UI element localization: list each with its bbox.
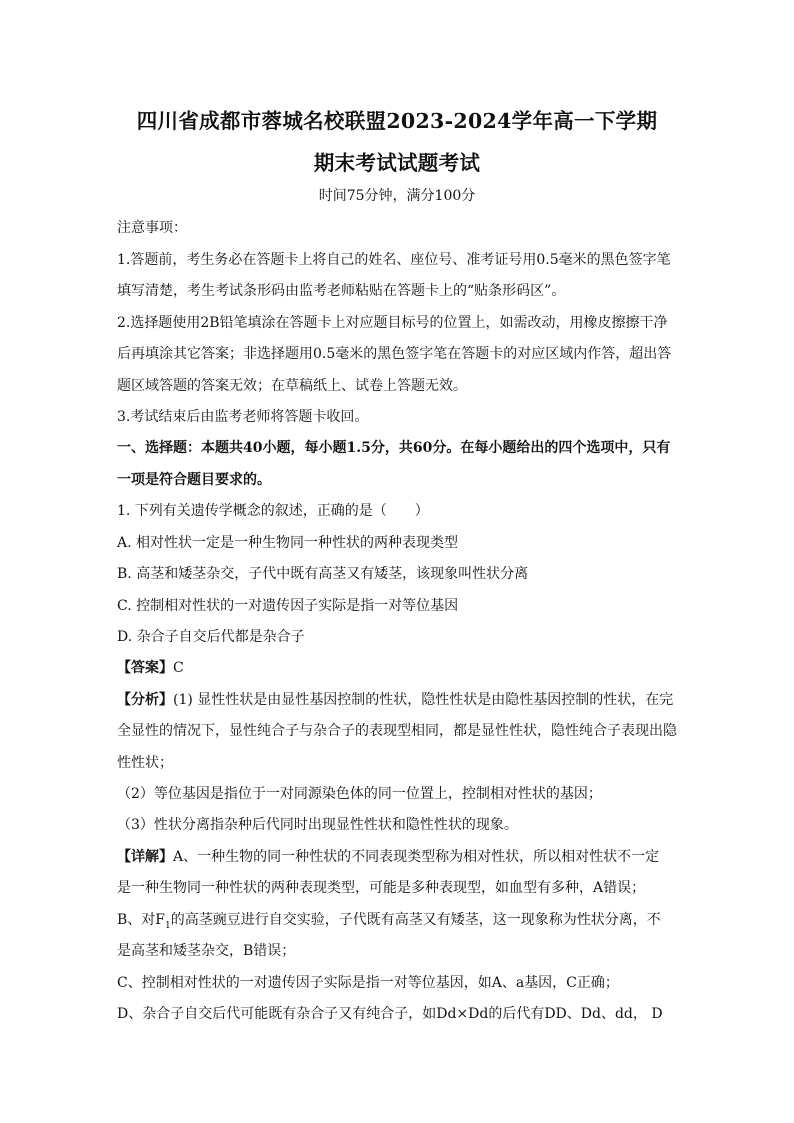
exam-time-info: 时间75分钟，满分100分 [318, 188, 476, 204]
analysis-line-1 [117, 690, 673, 710]
detail-line-1 [117, 847, 659, 867]
analysis-point-2: （2）等位基因是指位于一对同源染色体的同一位置上，控制相对性状的基因； [117, 786, 602, 802]
answer-label: 【答案】 [117, 660, 173, 676]
analysis-label: 【分析】 [117, 692, 173, 708]
detail-line-6: D、杂合子自交后代可能既有杂合子又有纯合子，如Dd×Dd的后代有DD、Dd、dd， D [117, 1006, 663, 1022]
question-1-option-c: C. 控制相对性状的一对遗传因子实际是指一对等位基因 [117, 598, 459, 614]
detail-text-a1: A、一种生物的同一种性状的不同表现类型称为相对性状，所以相对性状不一定 [173, 849, 660, 865]
detail-line-5: C、控制相对性状的一对遗传因子实际是指一对等位基因，如A、a基因，C正确； [117, 975, 619, 991]
detail-line-4: 是高茎和矮茎杂交，B错误； [117, 943, 296, 959]
detail-b-subscript: 1 [165, 920, 171, 931]
notice-1-line-1: 1.答题前，考生务必在答题卡上将自己的姓名、座位号、准考证号用0.5毫米的黑色签字笔 [117, 252, 671, 268]
detail-b-text: 的高茎豌豆进行自交实验，子代既有高茎又有矮茎，这一现象称为性状分离，不 [170, 912, 661, 928]
page-title: 四川省成都市蓉城名校联盟2023-2024学年高一下学期 [136, 109, 658, 133]
question-1-option-d: D. 杂合子自交后代都是杂合子 [117, 629, 305, 645]
detail-line-3 [117, 910, 661, 936]
answer-value: C [173, 660, 184, 676]
question-1-option-b: B. 高茎和矮茎杂交，子代中既有高茎又有矮茎，该现象叫性状分离 [117, 566, 529, 582]
section-heading-line-2: 一项是符合题目要求的。 [117, 472, 271, 488]
question-1-option-a: A. 相对性状一定是一种生物同一种性状的两种表现类型 [117, 535, 459, 551]
notice-3: 3.考试结束后由监考老师将答题卡收回。 [117, 409, 369, 425]
notice-1-line-2: 填写清楚，考生考试条形码由监考老师粘贴在答题卡上的“贴条形码区”。 [117, 283, 566, 299]
detail-b-prefix: B、对F [117, 912, 166, 928]
analysis-text-1: (1) 显性性状是由显性基因控制的性状，隐性性状是由隐性基因控制的性状，在完 [173, 692, 674, 708]
page-subtitle: 期末考试试题考试 [313, 151, 481, 175]
notice-2-line-1: 2.选择题使用2B铅笔填涂在答题卡上对应题目标号的位置上，如需改动，用橡皮擦擦干净 [117, 315, 668, 331]
question-1-stem: 1. 下列有关遗传学概念的叙述，正确的是（ ） [117, 503, 429, 519]
analysis-line-2: 全显性的情况下，显性纯合子与杂合子的表现型相同，都是显性性状，隐性纯合子表现出隐 [117, 723, 677, 739]
notice-2-line-2: 后再填涂其它答案；非选择题用0.5毫米的黑色签字笔在答题卡的对应区域内作答，超出答 [117, 346, 672, 362]
detail-label: 【详解】 [117, 849, 173, 865]
analysis-line-3: 性性状； [117, 755, 173, 771]
analysis-point-3: （3）性状分离指杂种后代同时出现显性性状和隐性性状的现象。 [117, 817, 518, 833]
notice-heading: 注意事项： [117, 220, 187, 236]
detail-line-2: 是一种生物同一种性状的两种表现类型，可能是多种表现型，如血型有多种，A错误； [117, 880, 646, 896]
section-heading-line-1: 一、选择题：本题共40小题，每小题1.5分，共60分。在每小题给出的四个选项中，只有 [117, 440, 671, 456]
answer-line [117, 658, 184, 678]
notice-2-line-3: 题区域答题的答案无效；在草稿纸上、试卷上答题无效。 [117, 378, 467, 394]
